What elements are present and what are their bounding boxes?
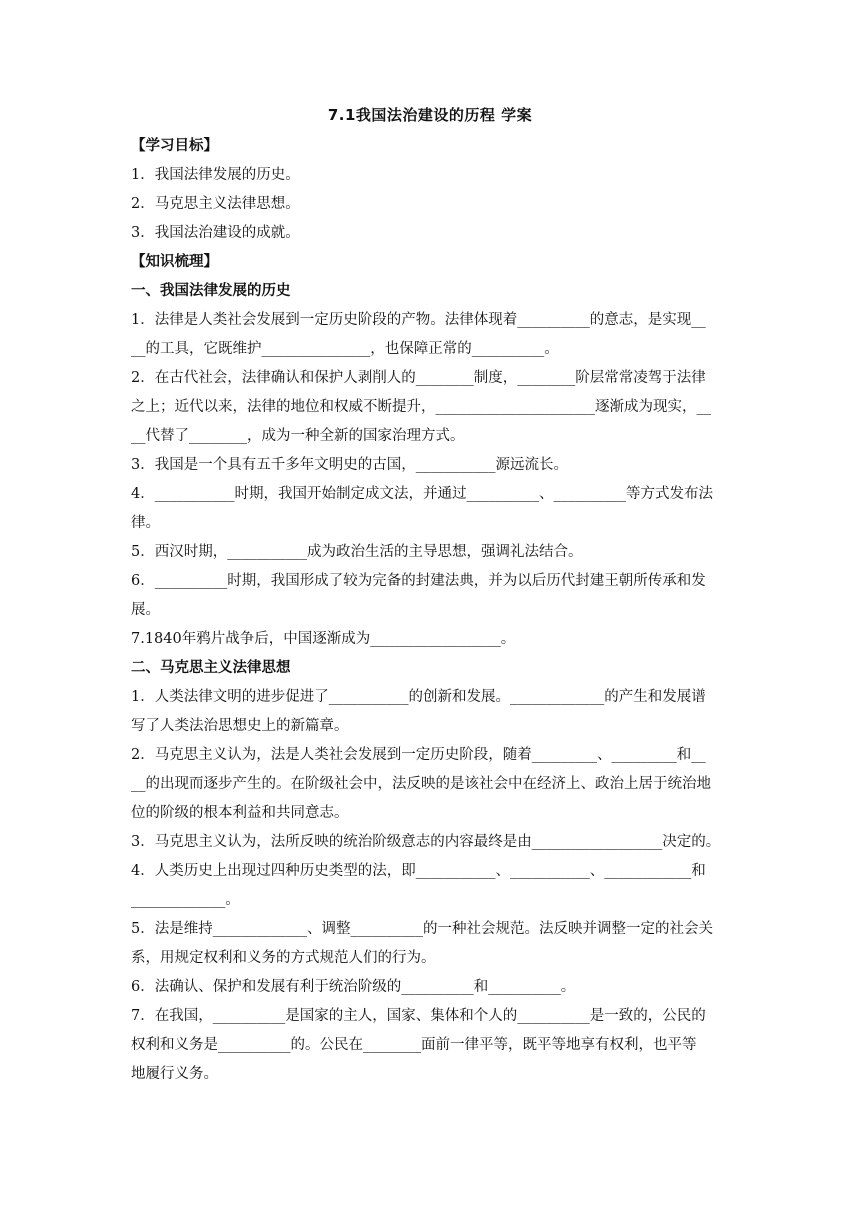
text-line: 5．西汉时期，___________成为政治生活的主导思想，强调礼法结合。: [131, 544, 583, 560]
text-line: 之上；近代以来，法律的地位和权威不断提升，______________________逐渐成为现实，__: [131, 399, 711, 415]
knowledge-heading: 【知识梳理】: [131, 254, 218, 270]
text-line: 7．在我国，__________是国家的主人，国家、集体和个人的__________是一致的，公民的: [131, 1008, 706, 1024]
text-line: 7.1840年鸦片战争后，中国逐渐成为__________________。: [131, 631, 516, 647]
text-line: 5．法是维持_____________、调整__________的一种社会规范。法反映并调整一定的社会关: [131, 921, 713, 937]
objective-item: 1．我国法律发展的历史。: [131, 167, 300, 183]
text-line: 3．我国是一个具有五千多年文明史的古国，___________源远流长。: [131, 457, 568, 473]
text-line: 写了人类法治思想史上的新篇章。: [131, 718, 349, 734]
text-line: __的出现而逐步产生的。在阶级社会中，法反映的是该社会中在经济上、政治上居于统治地: [131, 776, 711, 792]
objectives-heading: 【学习目标】: [131, 138, 218, 154]
text-line: __代替了________，成为一种全新的国家治理方式。: [131, 428, 465, 444]
text-line: 律。: [131, 515, 160, 531]
section-heading: 一、我国法律发展的历史: [131, 283, 291, 299]
text-line: 1．法律是人类社会发展到一定历史阶段的产物。法律体现着__________的意志，是实现__: [131, 312, 706, 328]
text-line: 展。: [131, 602, 160, 618]
section-heading: 二、马克思主义法律思想: [131, 660, 291, 676]
section2-body: [131, 683, 732, 1089]
objective-item: 3．我国法治建设的成就。: [131, 225, 300, 241]
text-line: 2．马克思主义认为，法是人类社会发展到一定历史阶段，随着_________、_________和__: [131, 747, 706, 763]
objective-item: 2．马克思主义法律思想。: [131, 196, 300, 212]
text-line: 1．人类法律文明的进步促进了___________的创新和发展。_____________的产生和发展谱: [131, 689, 706, 705]
page-title: 7.1我国法治建设的历程 学案: [327, 106, 533, 124]
text-line: _____________。: [131, 892, 240, 908]
text-line: 权利和义务是__________的。公民在________面前一律平等，既平等地享有权利，也平等: [131, 1037, 697, 1053]
text-line: __的工具，它既维护_______________，也保障正常的__________。: [131, 341, 559, 357]
text-line: 6．法确认、保护和发展有利于统治阶级的__________和__________。: [131, 979, 576, 995]
text-line: 4．___________时期，我国开始制定成文法，并通过__________、__________等方式发布法: [131, 486, 713, 502]
text-line: 2．在古代社会，法律确认和保护人剥削人的________制度，________阶层常常凌驾于法律: [131, 370, 706, 386]
text-line: 地履行义务。: [131, 1066, 218, 1082]
document-body: [131, 132, 732, 1089]
text-line: 位的阶级的根本利益和共同意志。: [131, 805, 349, 821]
text-line: 4．人类历史上出现过四种历史类型的法，即___________、___________、____________和: [131, 863, 706, 879]
text-line: 6．__________时期，我国形成了较为完备的封建法典，并为以后历代封建王朝所传承和发: [131, 573, 706, 589]
text-line: 系，用规定权利和义务的方式规范人们的行为。: [131, 950, 436, 966]
text-line: 3．马克思主义认为，法所反映的统治阶级意志的内容最终是由__________________决定的。: [131, 834, 721, 850]
section1-body: [131, 306, 732, 654]
